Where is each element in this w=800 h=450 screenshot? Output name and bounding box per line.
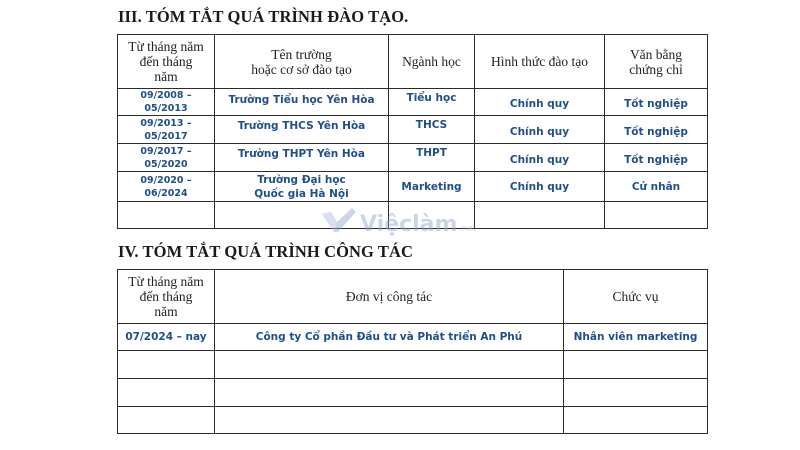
mode-cell: Chính quy: [475, 144, 605, 172]
work-header-row: [118, 270, 708, 324]
period-cell: [118, 202, 215, 229]
header-period-line2: đến tháng: [139, 289, 193, 304]
header-period: [118, 35, 215, 89]
period-from: 09/2017 –: [140, 145, 192, 157]
school-cell: [215, 202, 389, 229]
work-section-title: IV. TÓM TẮT QUÁ TRÌNH CÔNG TÁC: [118, 242, 414, 261]
header-degree-line1: Văn bằng: [629, 46, 683, 62]
table-row: [118, 144, 708, 172]
watermark-suffix: .net: [458, 224, 477, 234]
position-cell: [564, 379, 708, 407]
table-row: [118, 116, 708, 144]
period-cell: [118, 144, 215, 172]
table-row-empty: [118, 202, 708, 229]
position-cell: [564, 407, 708, 434]
header-degree: [605, 35, 708, 89]
header-school-line1: Tên trường: [271, 46, 332, 62]
period-to: 06/2024: [144, 187, 188, 199]
table-row: [118, 172, 708, 202]
position-cell: [564, 351, 708, 379]
period-from: 09/2008 –: [140, 90, 192, 101]
table-row-empty: [118, 379, 708, 407]
period-from: 09/2020 –: [140, 174, 192, 186]
header-position: Chức vụ: [564, 270, 708, 324]
education-table: [117, 34, 708, 229]
period-cell: 07/2024 – nay: [118, 324, 215, 351]
header-degree-line2: chứng chỉ: [629, 61, 683, 77]
mode-cell: Chính quy: [475, 116, 605, 144]
period-cell: [118, 116, 215, 144]
degree-cell: Tốt nghiệp: [605, 89, 708, 116]
header-major: Ngành học: [389, 35, 475, 89]
school-cell: Trường THCS Yên Hòa: [215, 116, 389, 144]
header-period: [118, 270, 215, 324]
degree-cell: Tốt nghiệp: [605, 144, 708, 172]
school-cell: Trường THPT Yên Hòa: [215, 144, 389, 172]
degree-cell: Tốt nghiệp: [605, 116, 708, 144]
unit-cell: [215, 407, 564, 434]
period-cell: [118, 351, 215, 379]
period-cell: [118, 172, 215, 202]
header-school: [215, 35, 389, 89]
period-cell: [118, 379, 215, 407]
major-cell: THPT: [389, 144, 475, 172]
school-cell: Trường Tiểu học Yên Hòa: [215, 89, 389, 116]
unit-cell: [215, 351, 564, 379]
unit-cell: [215, 379, 564, 407]
period-to: 05/2020: [144, 158, 188, 170]
work-table: [117, 269, 708, 434]
header-school-line2: hoặc cơ sở đào tạo: [251, 61, 352, 77]
period-to: 05/2017: [144, 130, 188, 142]
unit-cell: Công ty Cổ phần Đầu tư và Phát triển An Phú: [215, 324, 564, 351]
header-unit: Đơn vị công tác: [215, 270, 564, 324]
period-cell: [118, 407, 215, 434]
education-header-row: [118, 35, 708, 89]
major-cell: Marketing: [389, 172, 475, 202]
mode-cell: Chính quy: [475, 89, 605, 116]
header-period-line2: đến tháng: [139, 54, 193, 69]
header-period-line1: Từ tháng năm: [128, 39, 204, 54]
table-row: [118, 89, 708, 116]
major-cell: [389, 202, 475, 229]
header-period-line3: năm: [154, 69, 178, 84]
header-period-line3: năm: [154, 304, 178, 319]
table-row-empty: [118, 351, 708, 379]
header-period-line1: Từ tháng năm: [128, 274, 204, 289]
major-cell: THCS: [389, 116, 475, 144]
education-section-title: III. TÓM TẮT QUÁ TRÌNH ĐÀO TẠO.: [118, 7, 409, 26]
table-row: [118, 324, 708, 351]
position-cell: Nhân viên marketing: [564, 324, 708, 351]
period-cell: [118, 89, 215, 116]
period-to: 05/2013: [144, 103, 188, 114]
table-row-empty: [118, 407, 708, 434]
major-cell: Tiểu học: [389, 89, 475, 116]
period-from: 09/2013 –: [140, 117, 192, 129]
mode-cell: Chính quy: [475, 172, 605, 202]
degree-cell: Cử nhân: [605, 172, 708, 202]
watermark-brand: Việclàm: [360, 212, 458, 237]
header-mode: Hình thức đào tạo: [475, 35, 605, 89]
mode-cell: [475, 202, 605, 229]
school-cell: Trường Đại học Quốc gia Hà Nội: [215, 172, 389, 202]
degree-cell: [605, 202, 708, 229]
